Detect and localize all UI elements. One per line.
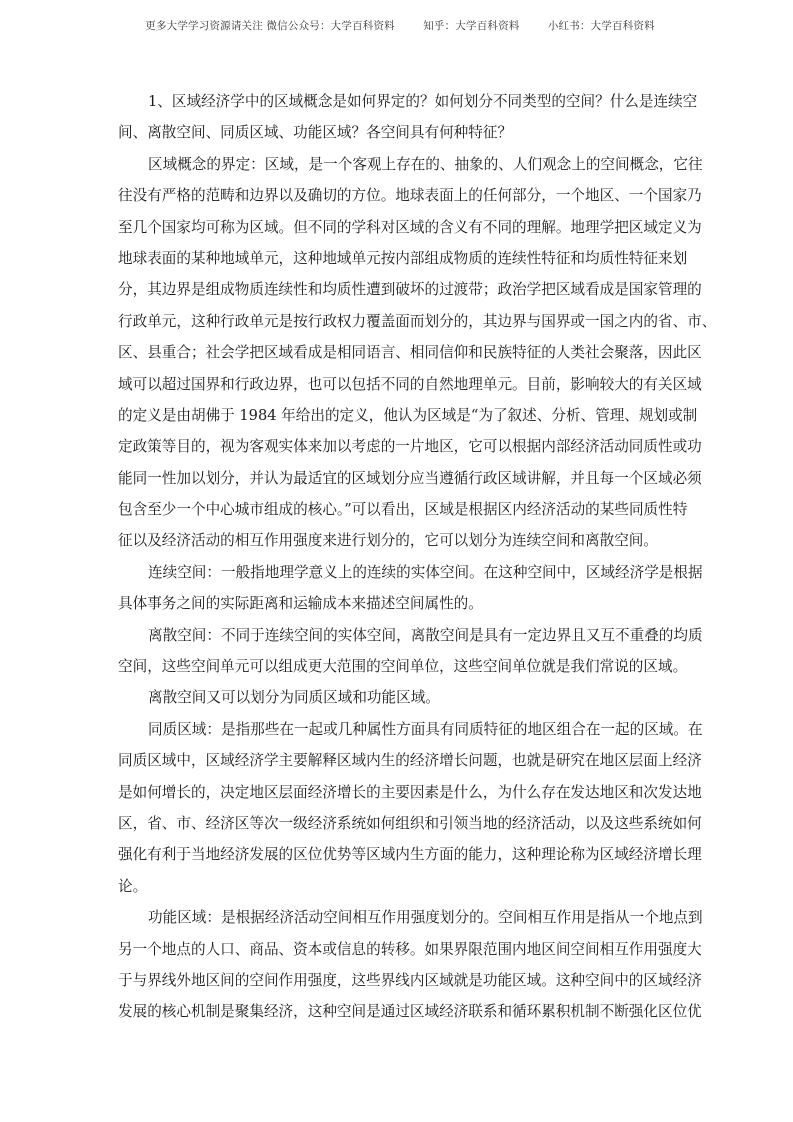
text-line: 的定义是由胡佛于 1984 年给出的定义，他认为区域是“为了叙述、分析、管理、规划或制 [118, 406, 698, 424]
text-line: 发展的核心机制是聚集经济，这种空间是通过区域经济联系和循环累积机制不断强化区位优 [118, 1003, 702, 1021]
text-line: 征以及经济活动的相互作用强度来进行划分的，它可以划分为连续空间和离散空间。 [118, 532, 658, 550]
page-header [0, 6, 793, 33]
text-line: 是如何增长的，决定地区层面经济增长的主要因素是什么，为什么存在发达地区和次发达地 [118, 783, 702, 801]
paragraph-homogeneous-region [118, 714, 703, 902]
text-line: 功能区域：是根据经济活动空间相互作用强度划分的。空间相互作用是指从一个地点到 [148, 909, 703, 927]
text-line: 包含至少一个中心城市组成的核心。”可以看出，区域是根据区内经济活动的某些同质性特 [118, 501, 688, 519]
text-line: 具体事务之间的实际距离和运输成本来描述空间属性的。 [118, 595, 483, 613]
text-line: 能同一性加以划分，并认为最适宜的区域划分应当遵循行政区域讲解，并且每一个区域必须 [118, 469, 702, 487]
text-line: 强化有利于当地经济发展的区位优势等区域内生方面的能力，这种理论称为区域经济增长理 [118, 846, 702, 864]
paragraph-region-definition [118, 149, 717, 557]
text-line: 分，其边界是组成物质连续性和均质性遭到破坏的过渡带；政治学把区域看成是国家管理的 [118, 281, 702, 299]
text-line: 行政单元，这种行政单元是按行政权力覆盖面而划分的，其边界与国界或一国之内的省、市、 [118, 312, 717, 330]
text-line: 区、县重合；社会学把区域看成是相同语言、相同信仰和民族特征的人类社会聚落，因此区 [118, 344, 702, 362]
text-line: 1、区域经济学中的区域概念是如何界定的？如何划分不同类型的空间？什么是连续空 [148, 93, 698, 110]
text-line: 域可以超过国界和行政边界，也可以包括不同的自然地理单元。目前，影响较大的有关区域 [118, 375, 702, 393]
text-line: 离散空间又可以划分为同质区域和功能区域。 [148, 689, 440, 707]
text-line: 同质区域：是指那些在一起或几种属性方面具有同质特征的地区组合在一起的区域。在 [148, 720, 703, 738]
text-line: 连续空间：一般指地理学意义上的连续的实体空间。在这种空间中，区域经济学是根据 [148, 563, 703, 581]
text-line: 间、离散空间、同质区域、功能区域？各空间具有何种特征？ [118, 124, 513, 142]
text-line: 地球表面的某种地域单元，这种地域单元按内部组成物质的连续性特征和均质性特征来划 [118, 249, 688, 267]
header-zhihu-note: 知乎：大学百科资料 [423, 20, 520, 32]
paragraph-discrete-division [118, 682, 682, 713]
paragraph-continuous-space [118, 557, 703, 620]
text-line: 区域概念的界定：区域，是一个客观上存在的、抽象的、人们观念上的空间概念，它往 [148, 155, 703, 173]
text-line: 区，省、市、经济区等次一级经济系统如何组织和引领当地的经济活动，以及这些系统如何 [118, 814, 702, 832]
header-wechat-note: 更多大学学习资源请关注 微信公众号：大学百科资料 [145, 20, 395, 32]
paragraph-discrete-space [118, 620, 703, 683]
text-line: 论。 [118, 877, 148, 895]
text-line: 至几个国家均可称为区域。但不同的学科对区域的含义有不同的理解。地理学把区域定义为 [118, 218, 702, 236]
text-line: 同质区域中，区域经济学主要解释区域内生的经济增长问题，也就是研究在地区层面上经济 [118, 752, 702, 770]
paragraph-question [118, 86, 698, 149]
paragraph-functional-region [118, 902, 703, 1028]
text-line: 离散空间：不同于连续空间的实体空间，离散空间是具有一定边界且又互不重叠的均质 [148, 626, 703, 644]
text-line: 另一个地点的人口、商品、资本或信息的转移。如果界限范围内地区间空间相互作用强度大 [118, 940, 702, 958]
text-line: 空间，这些空间单元可以组成更大范围的空间单位，这些空间单位就是我们常说的区域。 [118, 658, 688, 676]
text-line: 于与界线外地区间的空间作用强度，这些界线内区域就是功能区域。这种空间中的区域经济 [118, 971, 702, 989]
document-body [118, 86, 717, 1028]
text-line: 往没有严格的范畴和边界以及确切的方位。地球表面上的任何部分，一个地区、一个国家乃 [118, 187, 702, 205]
text-line: 定政策等目的，视为客观实体来加以考虑的一片地区，它可以根据内部经济活动同质性或功 [118, 438, 702, 456]
header-xiaohongshu-note: 小红书：大学百科资料 [547, 20, 655, 32]
